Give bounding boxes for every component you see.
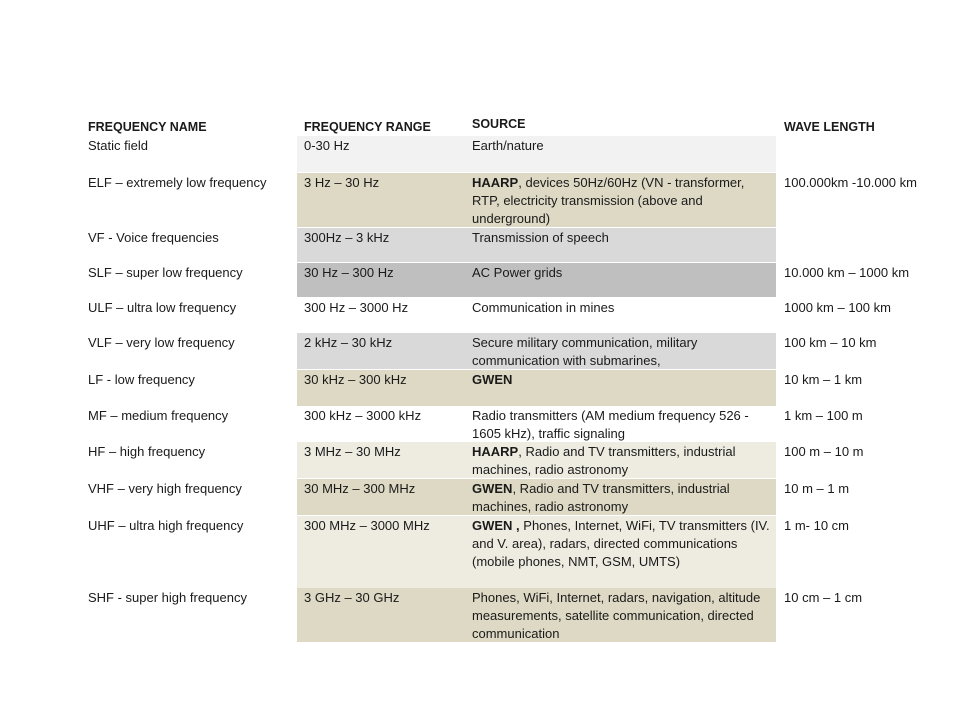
- table-row: [0, 263, 960, 297]
- frequency-name-cell: VLF – very low frequency: [88, 335, 235, 350]
- frequency-name-cell: HF – high frequency: [88, 444, 206, 459]
- frequency-range-cell: 3 Hz – 30 Hz: [297, 173, 465, 227]
- table-row: [0, 442, 960, 478]
- frequency-name-cell: UHF – ultra high frequency: [88, 518, 244, 533]
- source-cell: [465, 333, 776, 369]
- wave-length-cell: 10.000 km – 1000 km: [784, 265, 910, 280]
- source-text: Secure military communication, military communication with submarines,: [472, 335, 698, 368]
- frequency-range-cell: 3 GHz – 30 GHz: [297, 588, 465, 642]
- source-cell: [465, 136, 776, 172]
- frequency-range-cell: 0-30 Hz: [297, 136, 465, 172]
- frequency-name-cell: SLF – super low frequency: [88, 265, 243, 280]
- source-text: Phones, WiFi, Internet, radars, navigation, altitude measurements, satellite communication, directed communication: [472, 590, 761, 641]
- table-row: [0, 370, 960, 406]
- frequency-name-cell: LF - low frequency: [88, 372, 195, 387]
- frequency-name-cell: VF - Voice frequencies: [88, 230, 219, 245]
- source-cell: [465, 406, 776, 442]
- table-row: [0, 173, 960, 227]
- wave-length-cell: 1000 km – 100 km: [784, 300, 891, 315]
- wave-length-cell: 10 m – 1 m: [784, 481, 850, 496]
- wave-length-cell: 1 km – 100 m: [784, 408, 863, 423]
- table-row: [0, 516, 960, 588]
- frequency-name-cell: ELF – extremely low frequency: [88, 175, 267, 190]
- source-cell: [465, 173, 776, 227]
- source-text: Phones, Internet, WiFi, TV transmitters (IV. and V. area), radars, directed communications (mobile phones, NMT, GSM, UMTS): [472, 518, 770, 569]
- source-cell: [465, 263, 776, 297]
- table-row: [0, 479, 960, 515]
- source-cell: [465, 516, 776, 588]
- wave-length-cell: [784, 136, 954, 137]
- source-text: Communication in mines: [472, 300, 615, 315]
- source-bold-text: GWEN: [472, 481, 513, 496]
- source-text: , Radio and TV transmitters, industrial machines, radio astronomy: [472, 444, 736, 477]
- source-cell: [465, 479, 776, 515]
- wave-length-cell: 100.000km -10.000 km: [784, 175, 917, 190]
- source-bold-text: HAARP: [472, 175, 519, 190]
- frequency-name-cell: VHF – very high frequency: [88, 481, 242, 496]
- source-bold-text: GWEN ,: [472, 518, 520, 533]
- header-frequency-name: FREQUENCY NAME: [88, 120, 207, 134]
- source-text: Radio transmitters (AM medium frequency 526 - 1605 kHz), traffic signaling: [472, 408, 749, 441]
- source-text: , Radio and TV transmitters, industrial machines, radio astronomy: [472, 481, 730, 514]
- table-row: [0, 298, 960, 332]
- table-row: [0, 228, 960, 262]
- source-cell: [465, 588, 776, 642]
- table-row: [0, 588, 960, 642]
- source-text: Transmission of speech: [472, 230, 609, 245]
- table-row: [0, 406, 960, 442]
- table-row: [0, 333, 960, 369]
- frequency-range-cell: 300 kHz – 3000 kHz: [297, 406, 465, 442]
- header-frequency-range: FREQUENCY RANGE: [304, 120, 431, 134]
- frequency-range-cell: 3 MHz – 30 MHz: [297, 442, 465, 478]
- source-cell: [465, 370, 776, 406]
- wave-length-cell: 10 km – 1 km: [784, 372, 863, 387]
- source-bold-text: HAARP: [472, 444, 519, 459]
- frequency-name-cell: Static field: [88, 138, 148, 153]
- source-text: , devices 50Hz/60Hz (VN - transformer, RTP, electricity transmission (above and underground): [472, 175, 745, 226]
- frequency-range-cell: 30 Hz – 300 Hz: [297, 263, 465, 297]
- frequency-range-cell: 300 MHz – 3000 MHz: [297, 516, 465, 588]
- wave-length-cell: 100 km – 10 km: [784, 335, 877, 350]
- frequency-name-cell: ULF – ultra low frequency: [88, 300, 237, 315]
- source-cell: [465, 298, 776, 332]
- frequency-name-cell: SHF - super high frequency: [88, 590, 247, 605]
- frequency-range-cell: 2 kHz – 30 kHz: [297, 333, 465, 369]
- header-wave-length: WAVE LENGTH: [784, 120, 875, 134]
- source-text: Earth/nature: [472, 138, 544, 153]
- source-text: AC Power grids: [472, 265, 563, 280]
- frequency-range-cell: 300Hz – 3 kHz: [297, 228, 465, 262]
- frequency-range-cell: 30 MHz – 300 MHz: [297, 479, 465, 515]
- source-cell: [465, 228, 776, 262]
- source-bold-text: GWEN: [472, 372, 513, 387]
- wave-length-cell: [784, 228, 954, 229]
- wave-length-cell: 100 m – 10 m: [784, 444, 864, 459]
- wave-length-cell: 10 cm – 1 cm: [784, 590, 863, 605]
- header-source: SOURCE: [472, 117, 526, 131]
- frequency-range-cell: 300 Hz – 3000 Hz: [297, 298, 465, 332]
- source-cell: [465, 442, 776, 478]
- frequency-range-cell: 30 kHz – 300 kHz: [297, 370, 465, 406]
- table-row: [0, 136, 960, 172]
- wave-length-cell: 1 m- 10 cm: [784, 518, 850, 533]
- frequency-name-cell: MF – medium frequency: [88, 408, 229, 423]
